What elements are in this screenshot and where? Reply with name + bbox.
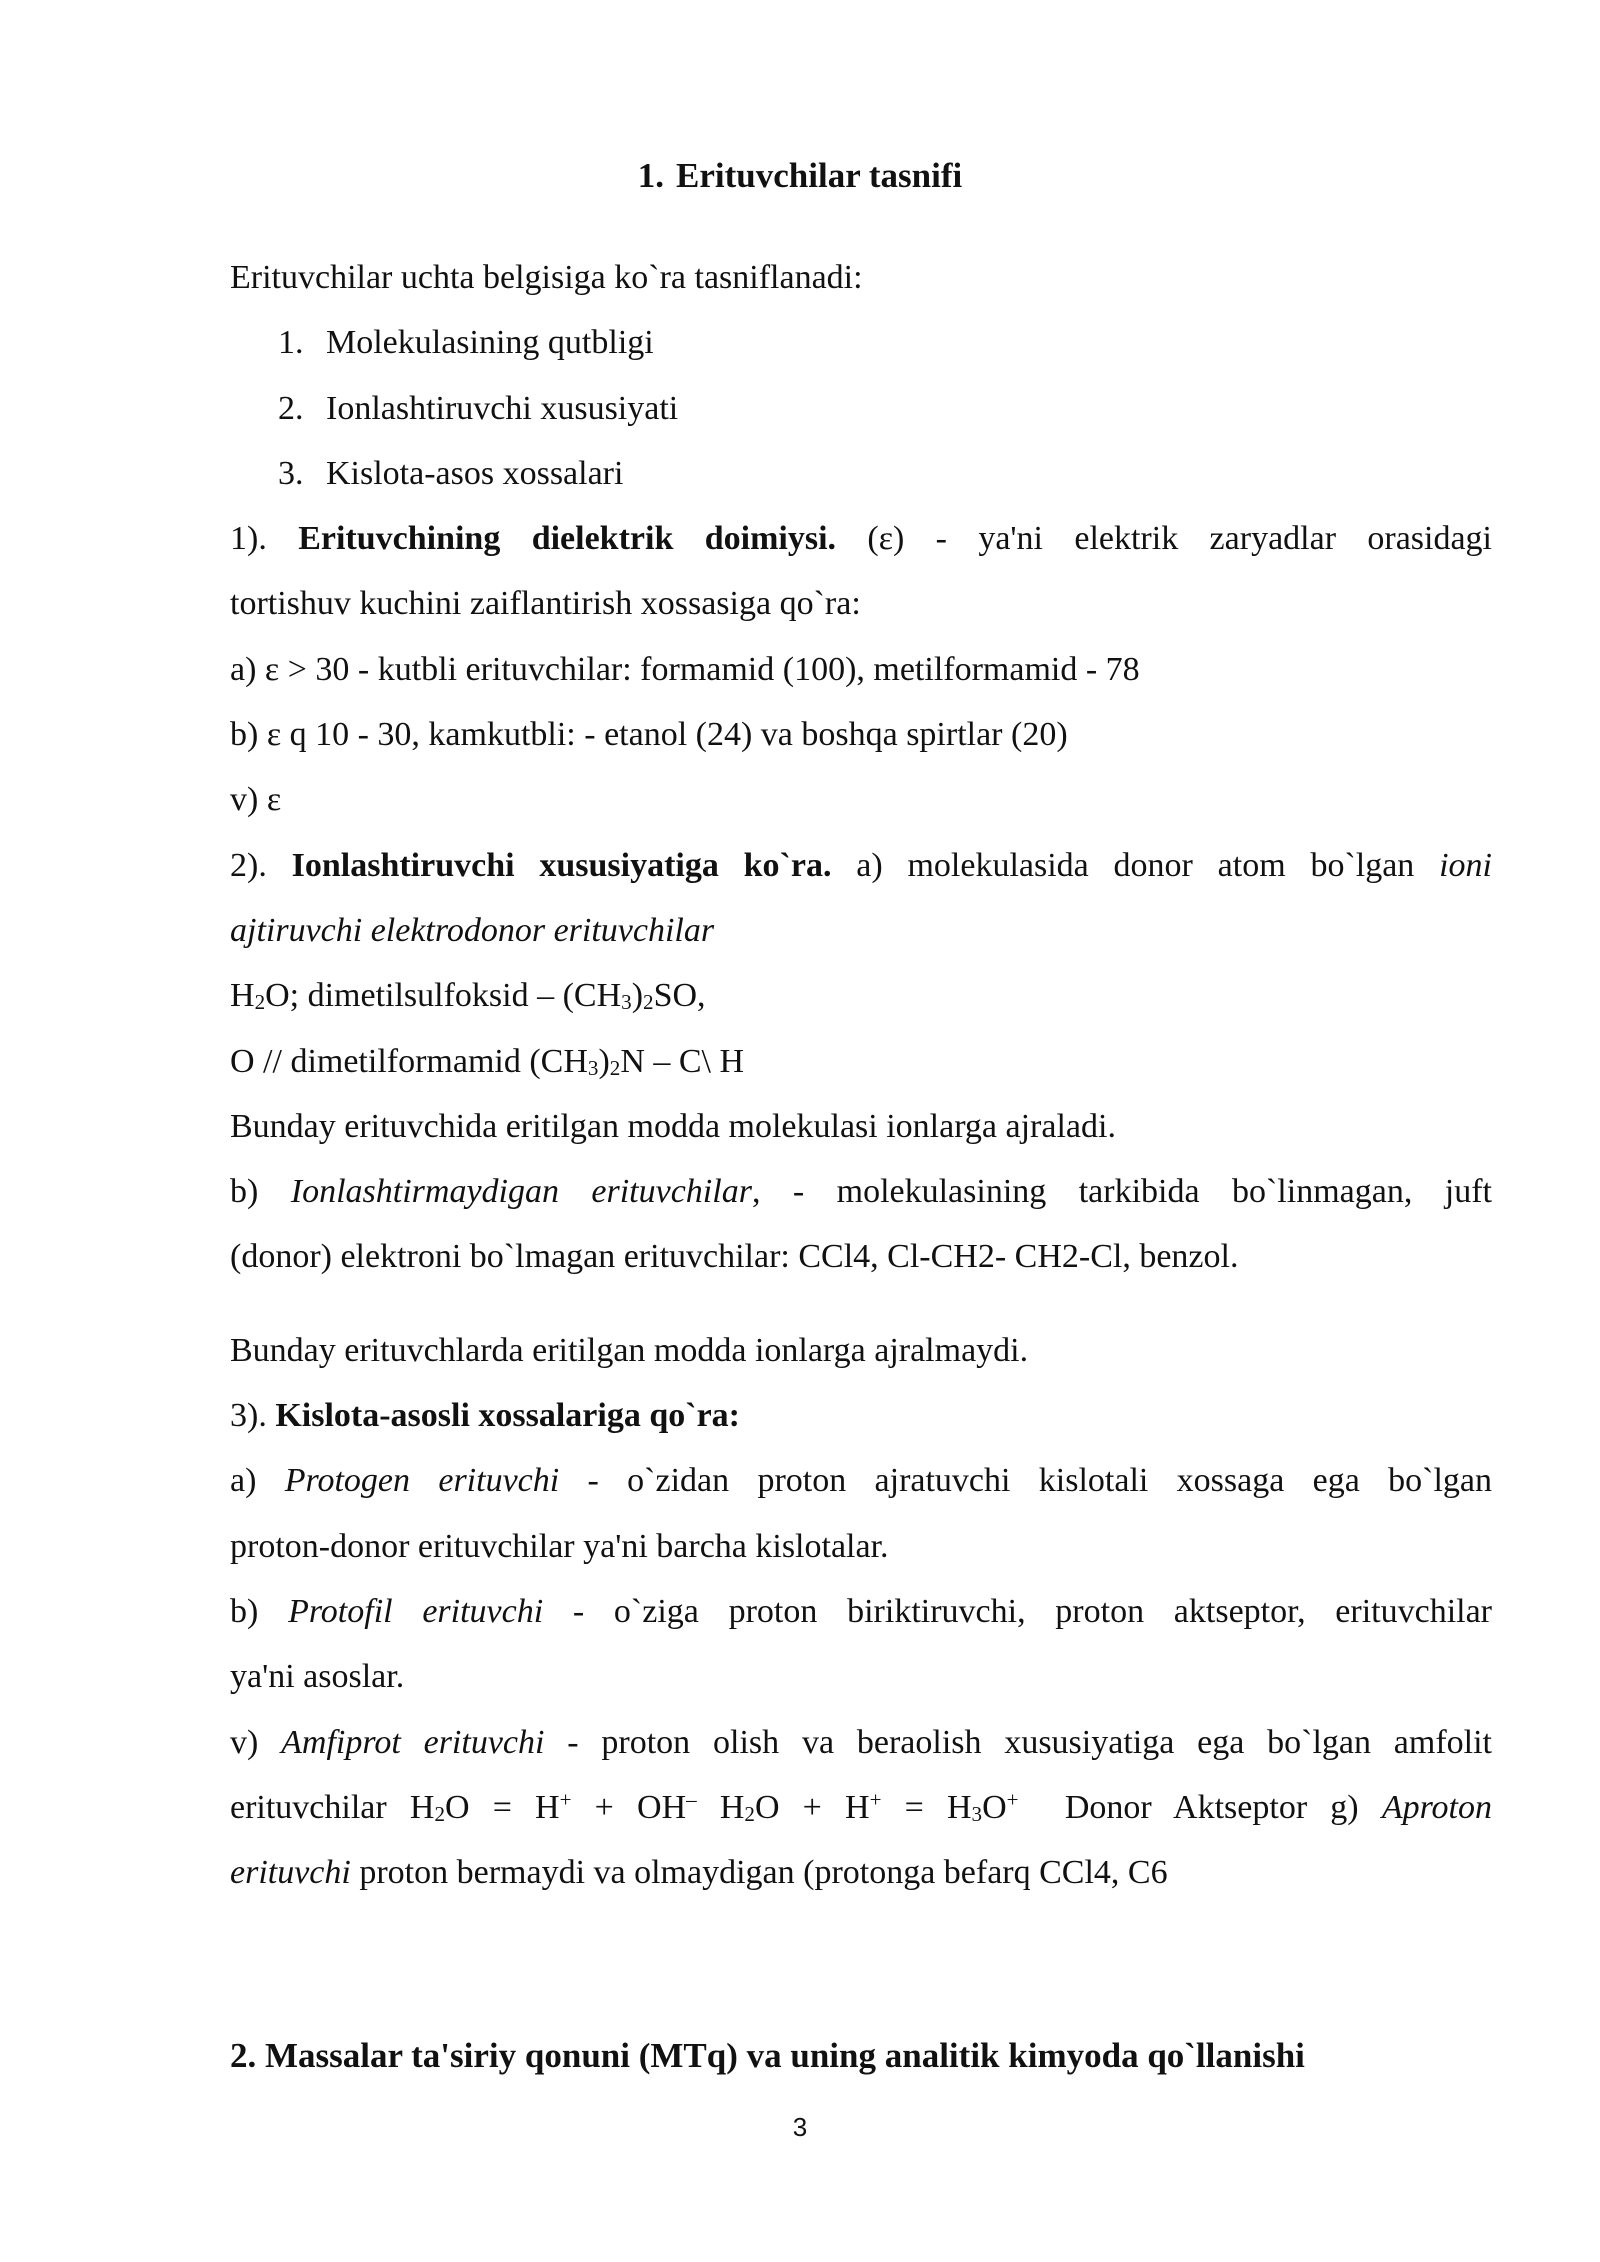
list-item-number: 1. xyxy=(278,324,304,362)
formula-subscript: 3 xyxy=(587,1055,599,1080)
formula-part: O // dimetilformamid (CH xyxy=(230,1042,588,1080)
item-prefix: b) xyxy=(230,1592,289,1630)
equation-superscript: + xyxy=(559,1787,572,1812)
list-item-text: Molekulasining qutbligi xyxy=(326,324,654,362)
paragraph-2b-line-2: (donor) elektroni bo`lmagan erituvchilar: CCl4, Cl-CH2- CH2-Cl, benzol. xyxy=(230,1238,1239,1276)
paragraph-2-italic: ioni xyxy=(1439,846,1493,884)
equation-superscript: – xyxy=(686,1787,697,1812)
item-prefix: a) xyxy=(230,1462,285,1500)
list-item-text: Ionlashtiruvchi xususiyati xyxy=(326,389,679,427)
equation-part: + OH xyxy=(571,1788,687,1826)
section-1-heading xyxy=(0,152,1600,200)
equation-part: O xyxy=(982,1788,1007,1826)
item-prefix: v) xyxy=(230,1723,282,1761)
paragraph-3-number: 3). xyxy=(230,1397,267,1435)
paragraph-3a-line-2: proton-donor erituvchilar ya'ni barcha kislotalar. xyxy=(230,1527,889,1565)
term-italic: erituvchi xyxy=(230,1854,351,1892)
term-italic: Protogen erituvchi xyxy=(284,1462,560,1500)
paragraph-text: - proton olish va beraolish xususiyatiga ega bo`lgan amfolit xyxy=(544,1723,1492,1761)
section-1-number: 1. xyxy=(637,156,665,195)
paragraph-1-text: (ε) - ya'ni elektrik zaryadlar orasidagi xyxy=(836,520,1492,558)
formula-subscript: 2 xyxy=(254,990,266,1015)
term-italic: Ionlashtirmaydigan erituvchilar xyxy=(290,1173,752,1211)
paragraph-2-heading: Ionlashtiruvchi xususiyatiga ko`ra. xyxy=(291,846,832,884)
page-number: 3 xyxy=(792,2112,808,2142)
list-item xyxy=(230,376,1492,441)
paragraph-1-line-1 xyxy=(230,506,1492,571)
formula-subscript: 2 xyxy=(609,1055,621,1080)
equation-part: O = H xyxy=(444,1788,560,1826)
formula-subscript: 3 xyxy=(621,990,632,1015)
formula-part: N – C\ H xyxy=(620,1042,745,1080)
formula-part: H xyxy=(230,977,255,1015)
formula-dimethylformamide xyxy=(230,1029,1492,1094)
intro-paragraph: Erituvchilar uchta belgisiga ko`ra tasniflanadi: xyxy=(230,259,863,296)
paragraph-text: - o`ziga proton biriktiruvchi, proton aktseptor, erituvchilar xyxy=(543,1592,1492,1630)
paragraph-1-number: 1). xyxy=(230,520,267,558)
list-item xyxy=(230,310,1492,375)
paragraph-3v-line-1 xyxy=(230,1710,1492,1775)
paragraph-3v-line-3 xyxy=(230,1840,1492,1905)
paragraph-3-heading xyxy=(230,1383,1492,1448)
paragraph-text: proton bermaydi va olmaydigan (protonga befarq CCl4, C6 xyxy=(350,1854,1168,1892)
list-item xyxy=(230,441,1492,506)
document-body xyxy=(230,245,1492,1905)
equation-superscript: + xyxy=(869,1787,882,1812)
paragraph-3b-line-2: ya'ni asoslar. xyxy=(230,1658,405,1696)
formula-part: SO, xyxy=(653,977,706,1015)
paragraph-text: - o`zidan proton ajratuvchi kislotali xossaga ega bo`lgan xyxy=(559,1462,1493,1500)
formula-dimethylsulfoxide xyxy=(230,963,1492,1028)
term-italic: Aproton xyxy=(1381,1788,1492,1826)
equation-part: H xyxy=(696,1788,745,1826)
paragraph-3b-line-1 xyxy=(230,1579,1492,1644)
section-1-title: Erituvchilar tasnifi xyxy=(676,156,963,195)
item-1v: v) ε xyxy=(230,781,282,819)
equation-part: Donor Aktseptor g) xyxy=(1018,1788,1382,1826)
list-item-text: Kislota-asos xossalari xyxy=(326,454,624,492)
paragraph-1-line-2: tortishuv kuchini zaiflantirish xossasiga qo`ra: xyxy=(230,585,861,623)
equation-superscript: + xyxy=(1006,1787,1019,1812)
equation-part: = H xyxy=(881,1788,972,1826)
paragraph-2-line-1 xyxy=(230,833,1492,898)
paragraph-3-title: Kislota-asosli xossalariga qo`ra: xyxy=(275,1397,740,1435)
section-2-heading: 2. Massalar ta'siriy qonuni (MTq) va uning analitik kimyoda qo`llanishi xyxy=(230,2036,1305,2075)
list-item-number: 3. xyxy=(278,454,304,492)
paragraph-2-italic-cont: ajtiruvchi elektrodonor erituvchilar xyxy=(230,911,715,949)
equation-subscript: 3 xyxy=(971,1801,983,1826)
paragraph-text: , - molekulasining tarkibida bo`linmagan, juft xyxy=(751,1173,1492,1211)
formula-part: O; dimetilsulfoksid – (CH xyxy=(265,977,622,1015)
equation-subscript: 2 xyxy=(434,1801,445,1826)
paragraph-2b-line-1 xyxy=(230,1159,1492,1224)
sentence-no-ionization: Bunday erituvchlarda eritilgan modda ionlarga ajralmaydi. xyxy=(230,1331,1029,1369)
equation-part: O + H xyxy=(754,1788,870,1826)
list-item-number: 2. xyxy=(278,389,304,427)
item-prefix: b) xyxy=(230,1173,291,1211)
formula-part: ) xyxy=(598,1042,610,1080)
term-italic: Amfiprot erituvchi xyxy=(281,1723,545,1761)
paragraph-2-line-2 xyxy=(230,898,1492,963)
formula-subscript: 2 xyxy=(643,990,654,1015)
item-1b: b) ε q 10 - 30, kamkutbli: - etanol (24) va boshqa spirtlar (20) xyxy=(230,716,1068,754)
paragraph-1-heading: Erituvchining dielektrik doimiysi. xyxy=(298,520,837,558)
equation-part: erituvchilar H xyxy=(230,1788,435,1826)
paragraph-2-text: a) molekulasida donor atom bo`lgan xyxy=(831,846,1440,884)
paragraph-3a-line-1 xyxy=(230,1448,1492,1513)
formula-part: ) xyxy=(631,977,644,1015)
sentence-ionization: Bunday erituvchida eritilgan modda molekulasi ionlarga ajraladi. xyxy=(230,1107,1116,1145)
item-1a: a) ε > 30 - kutbli erituvchilar: formamid (100), metilformamid - 78 xyxy=(230,650,1140,688)
paragraph-2-number: 2). xyxy=(230,846,267,884)
term-italic: Protofil erituvchi xyxy=(288,1592,544,1630)
paragraph-3v-line-2 xyxy=(230,1775,1492,1840)
equation-subscript: 2 xyxy=(744,1801,755,1826)
